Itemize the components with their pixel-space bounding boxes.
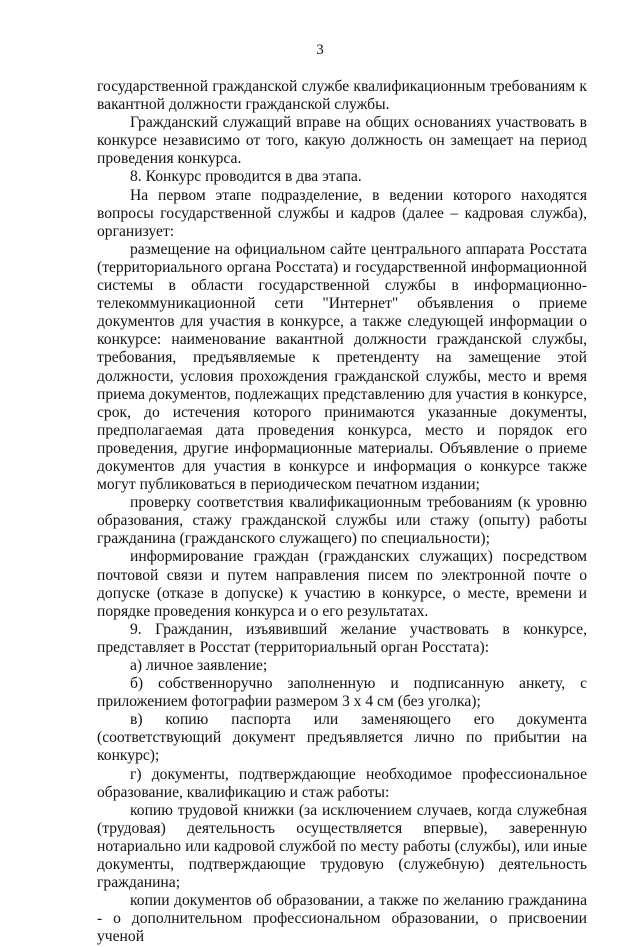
page-number: 3 [316, 42, 324, 58]
document-body [97, 78, 587, 947]
paragraph: 8. Конкурс проводится в два этапа. [130, 168, 362, 186]
paragraph: г) документы, подтверждающие необходимое профессиональное образование, квалификацию и стаж работы: [97, 765, 587, 801]
paragraph: На первом этапе подразделение, в ведении которого находятся вопросы государственной службы и кадров (далее – кадровая служба), организует: [97, 186, 587, 240]
paragraph: 9. Гражданин, изъявивший желание участвовать в конкурсе, представляет в Росстат (территориальный орган Росстата): [97, 620, 587, 656]
paragraph: Гражданский служащий вправе на общих основаниях участвовать в конкурсе независимо от того, какую должность он замещает на период проведения конкурса. [97, 114, 587, 168]
paragraph: в) копию паспорта или заменяющего его документа (соответствующий документ предъявляется лично по прибытии на конкурс); [97, 711, 587, 765]
paragraph: а) личное заявление; [130, 657, 268, 674]
paragraph: копию трудовой книжки (за исключением случаев, когда служебная (трудовая) деятельность осуществляется впервые), заверенную нотариально или кадровой службой по месту работы (службы), или иные документы, подтверждающие трудовую (служебную) деятельность гражданина; [97, 801, 587, 892]
paragraph: размещение на официальном сайте центрального аппарата Росстата (территориального органа Росстата) и государственной информационной системы в области государственной службы в информационно-телекоммуникационной сети "Интернет" объявления о приеме документов для участия в конкурсе, а также следующей информации о конкурсе: наименование вакантной должности гражданской службы, требования, предъявляемые к претенденту на замещение этой должности, условия прохождения гражданской службы, место и время приема документов, подлежащих представлению для участия в конкурсе, срок, до истечения которого принимаются указанные документы, предполагаемая дата проведения конкурса, место и порядок его проведения, другие информационные материалы. Объявление о приеме документов для участия в конкурсе и информация о конкурсе также могут публиковаться в периодическом печатном издании; [97, 240, 587, 494]
paragraph: б) собственноручно заполненную и подписанную анкету, с приложением фотографии размером 3 х 4 см (без уголка); [97, 675, 587, 711]
paragraph: информирование граждан (гражданских служащих) посредством почтовой связи и путем направления писем по электронной почте о допуске (отказе в допуске) к участию в конкурсе, о месте, времени и порядке проведения конкурса и о его результатах. [97, 548, 587, 620]
paragraph: проверку соответствия квалификационным требованиям (к уровню образования, стажу гражданской службы или стажу (опыту) работы гражданина (гражданского служащего) по специальности); [97, 494, 587, 548]
paragraph: копии документов об образовании, а также по желанию гражданина - о дополнительном профессиональном образовании, о присвоении ученой [97, 892, 587, 946]
paragraph-continuation: государственной гражданской службе квалификационным требованиям к вакантной должности гражданской службы. [97, 78, 587, 114]
